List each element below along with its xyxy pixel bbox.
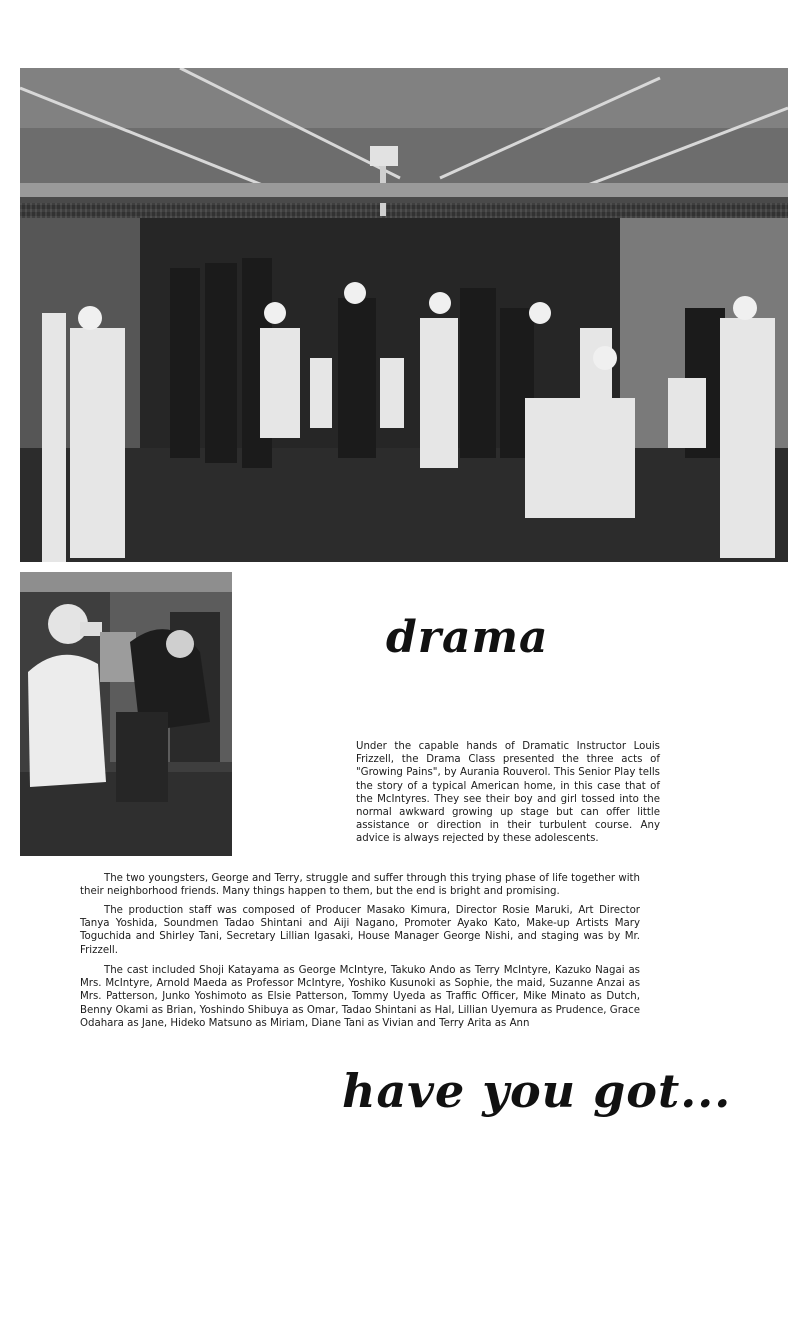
intro-paragraph: Under the capable hands of Dramatic Instructor Louis Frizzell, the Drama Class presented the three acts of "Growing Pains", by Aurania Rouverol. This Senior Play tells the story of a typical American home, in this case that of the McIntyres. They see their boy and girl tossed into the normal awkward growing up stage but can offer little assistance or direction in their turbulent course. Any advice is always rejected by these adolescents. [356,741,660,845]
makeup-photo-art [20,572,232,856]
youngsters-paragraph: The two youngsters, George and Terry, struggle and suffer through this trying phase of life together with their neighborhood friends. Many things happen to them, but the end is bright and promising. [80,873,640,898]
drama-heading: drama [386,612,549,663]
production-staff-paragraph: The production staff was composed of Producer Masako Kimura, Director Rosie Maruki, Art Director Tanya Yoshida, Soundmen Tadao Shintani and Aiji Nagano, Promoter Ayako Kato, Make-up Artists Mary Toguchida and Shirley Tani, Secretary Lillian Igasaki, House Manager George Nishi, and staging was by Mr. Frizzell. [80,905,640,956]
stage-photo-art [20,68,788,562]
stage-photo [20,68,788,562]
makeup-photo [20,572,232,856]
closing-heading: have you got... [342,1064,732,1118]
cast-paragraph: The cast included Shoji Katayama as George McIntyre, Takuko Ando as Terry McIntyre, Kazuko Nagai as Mrs. McIntyre, Arnold Maeda as Professor McIntyre, Yoshiko Kusunoki as Sophie, the maid, Suzanne Anzai as Mrs. Patterson, Junko Yoshimoto as Elsie Patterson, Tommy Uyeda as Traffic Officer, Mike Minato as Dutch, Benny Okami as Brian, Yoshindo Shibuya as Omar, Tadao Shintani as Hal, Lillian Uyemura as Prudence, Grace Odahara as Jane, Hideko Matsuno as Miriam, Diane Tani as Vivian and Terry Arita as Ann [80,965,640,1029]
